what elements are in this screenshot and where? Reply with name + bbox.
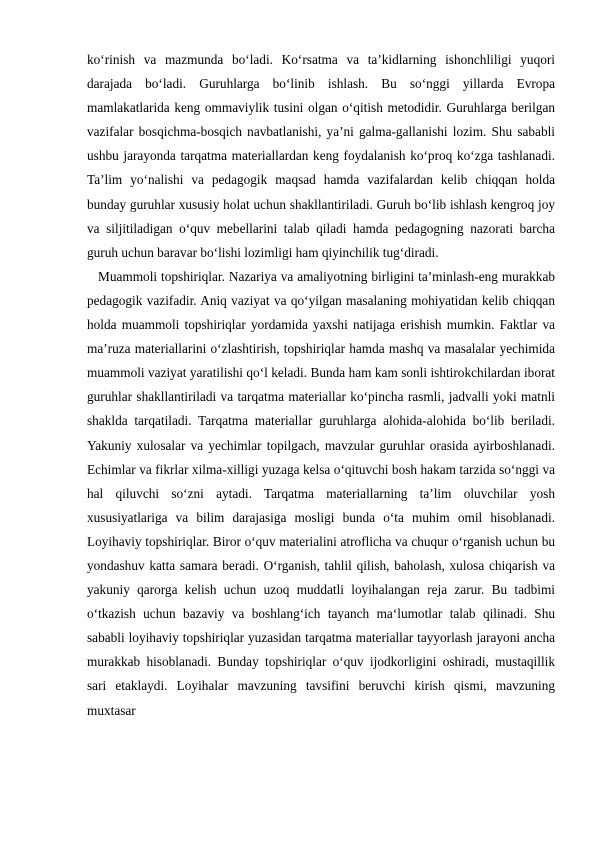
paragraph-problem-tasks: Muammoli topshiriqlar. Nazariya va amaliyotning birligini ta’minlash-eng murakkab pedagogik vazifadir. Aniq vaziyat va qo‘yilgan masalaning mohiyatidan kelib chiqqan holda muammoli topshiriqlar yordamida yaxshi natijaga erishish mumkin. Faktlar va ma’ruza materiallarini o‘zlashtirish, topshiriqlar hamda mashq va masalalar yechimida muammoli vaziyat yaratilishi qo‘l keladi. Bunda ham kam sonli ishtirokchilardan iborat guruhlar shakllantiriladi va tarqatma materiallar ko‘pincha rasmli, jadvalli yoki matnli shaklda tarqatiladi. Tarqatma materiallar guruhlarga alohida-alohida bo‘lib beriladi. Yakuniy xulosalar va yechimlar topilgach, mavzular guruhlar orasida ayirboshlanadi. Echimlar va fikrlar xilma-xilligi yuzaga kelsa o‘qituvchi bosh hakam tarzida so‘nggi va hal qiluvchi so‘zni aytadi. Tarqatma materiallarning ta’lim oluvchilar yosh xususiyatlariga va bilim darajasiga mosligi bunda o‘ta muhim omil hisoblanadi. Loyihaviy topshiriqlar. Biror o‘quv materialini atroflicha va chuqur o‘rganish uchun bu yondashuv katta samara beradi. O‘rganish, tahlil qilish, baholash, xulosa chiqarish va yakuniy qarorga kelish uchun uzoq muddatli loyihalangan reja zarur. Bu tadbimi o‘tkazish uchun bazaviy va boshlang‘ich tayanch ma‘lumotlar talab qilinadi. Shu sababli loyihaviy topshiriqlar yuzasidan tarqatma materiallar tayyorlash jarayoni ancha murakkab hisoblanadi. Bunday topshiriqlar o‘quv ijodkorligini oshiradi, mustaqillik sari etaklaydi. Loyihalar mavzuning tavsifini beruvchi kirish qismi, mavzuning muxtasar: [87, 268, 555, 718]
document-page: [87, 48, 555, 723]
paragraph-continuation: ko‘rinish va mazmunda bo‘ladi. Ko‘rsatma va ta’kidlarning ishonchliligi yuqori darajada bo‘ladi. Guruhlarga bo‘linib ishlash. Bu so‘nggi yillarda Evropa mamlakatlarida keng ommaviylik tusini olgan o‘qitish metodidir. Guruhlarga berilgan vazifalar bosqichma-bosqich navbatlanishi, ya’ni galma-gallanishi lozim. Shu sababli ushbu jarayonda tarqatma materiallardan keng foydalanish ko‘proq ko‘zga tashlanadi. Ta’lim yo‘nalishi va pedagogik maqsad hamda vazifalardan kelib chiqqan holda bunday guruhlar xususiy holat uchun shakllantiriladi. Guruh bo‘lib ishlash kengroq joy va siljitiladigan o‘quv mebellarini talab qiladi hamda pedagogning nazorati barcha guruh uchun baravar bo‘lishi lozimligi ham qiyinchilik tug‘diradi.: [87, 52, 555, 260]
